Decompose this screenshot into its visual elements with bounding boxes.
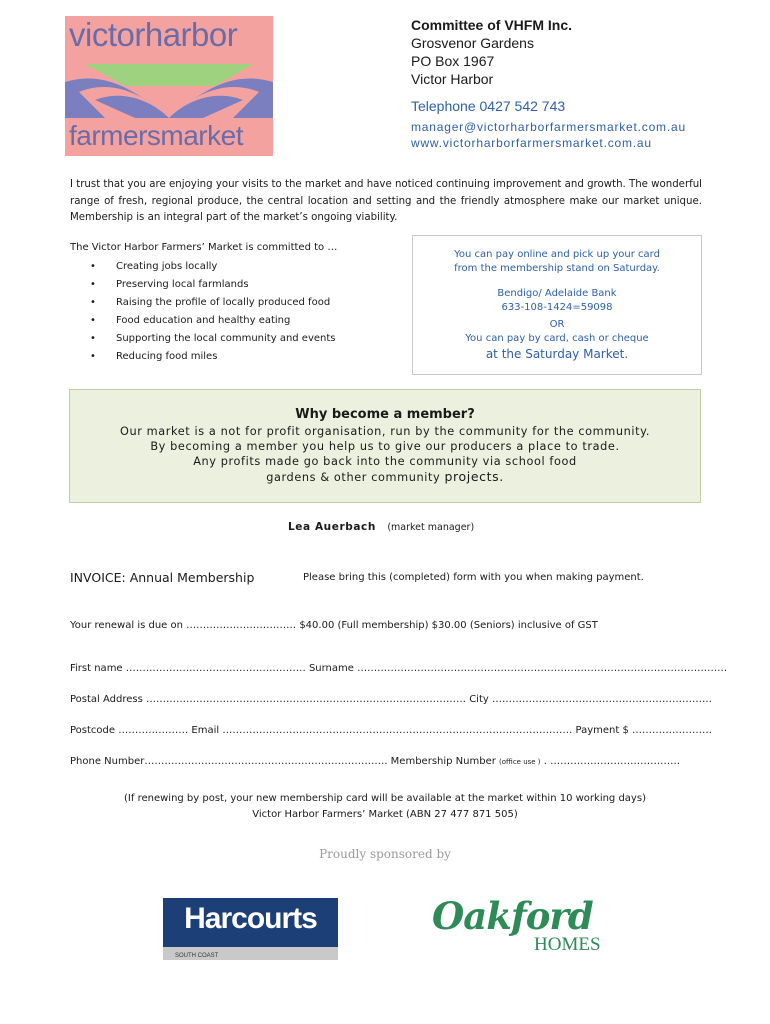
logo-text-top: victorharbor [69,16,238,53]
office-use-note: (office use ) [499,758,541,766]
organisation-name: Committee of VHFM Inc. [411,17,573,33]
harcourts-wordmark: Harcourts [184,902,317,935]
payment-card-line: You can pay by card, cash or cheque [465,333,649,344]
or-separator: OR [549,319,565,330]
bullet-icon: • [90,279,96,290]
telephone: Telephone 0427 542 743 [411,98,566,114]
renewal-due-field[interactable]: Your renewal is due on …………………………… $40.00 (Full membership) $30.00 (Seniors) inclusive of GST [70,620,598,631]
commitment-item: Creating jobs locally [116,261,218,272]
manager-signature [288,521,474,533]
bullet-icon: • [90,333,96,344]
payment-market-line: at the Saturday Market. [485,347,629,361]
list-item [90,348,336,366]
postal-address-fields[interactable]: Postal Address …………………………………………………………………………………… City ………………………………………………………… [70,694,712,705]
list-item [90,312,336,330]
commitment-heading: The Victor Harbor Farmers’ Market is committed to … [70,242,338,253]
oakford-wordmark: Oakford [432,894,593,938]
commitment-item: Preserving local farmlands [116,279,249,290]
phone-membership-fields[interactable] [70,756,680,767]
sponsor-heading: Proudly sponsored by [319,847,451,861]
why-line-1: Our market is a not for profit organisation, run by the community for the community. [119,425,651,438]
phone-field[interactable]: Phone Number………………………………………………………………. Membership Number [70,756,500,767]
email-link[interactable]: manager@victorharborfarmersmarket.com.au [411,120,686,134]
invoice-note: Please bring this (completed) form with you when making payment. [303,572,644,583]
commitment-item: Supporting the local community and events [116,333,336,344]
name-fields[interactable]: First name ……………………………………………… Surname ………………………………………………………………………………………………… [70,663,728,674]
why-member-box [69,389,701,503]
bullet-icon: • [90,261,96,272]
list-item [90,276,336,294]
list-item [90,294,336,312]
website-link[interactable]: www.victorharborfarmersmarket.com.au [411,136,652,150]
address-line-3: Victor Harbor [411,71,494,87]
logo-text-bottom: farmersmarket [69,120,243,151]
why-line-4-projects: projects. [444,469,504,484]
why-line-3: Any profits made go back into the community via school food [193,455,577,468]
intro-paragraph: I trust that you are enjoying your visits to the market and have noticed continuing improvement and growth. The wonderful range of fresh, regional produce, the central location and setting and the friendly atmosphere make our market unique. Membership is an integral part of the market’s ongoing viability. [70,179,703,223]
commitment-list [90,258,336,366]
address-line-1: Grosvenor Gardens [411,35,534,51]
postcode-email-payment-fields[interactable]: Postcode ………………… Email …………………………………………………………………………………………… Payment $ …………………… [70,725,712,736]
bank-name: Bendigo/ Adelaide Bank [497,288,617,299]
bullet-icon: • [90,351,96,362]
manager-role: (market manager) [387,522,475,533]
list-item [90,330,336,348]
why-title: Why become a member? [295,407,475,422]
victor-harbor-farmers-market-logo [65,16,273,156]
membership-number-field[interactable]: . ………………………………… [540,756,681,767]
address-line-2: PO Box 1967 [411,53,495,69]
organisation-address [411,16,751,151]
harcourts-logo [163,898,338,960]
why-line-2: By becoming a member you help us to give our producers a place to trade. [150,440,620,453]
renewal-post-note: (If renewing by post, your new membership card will be available at the market within 10 working days) [124,793,646,804]
logo-hills-graphic [65,56,273,120]
list-item [90,258,336,276]
manager-name: Lea Auerbach [288,521,376,533]
harcourts-region: SOUTH COAST [175,953,219,959]
why-line-4 [70,469,700,485]
commitment-item: Reducing food miles [116,351,218,362]
commitment-item: Raising the profile of locally produced food [116,297,331,308]
abn-note: Victor Harbor Farmers’ Market (ABN 27 477 871 505) [252,809,518,820]
payment-info-box [412,235,702,375]
bullet-icon: • [90,315,96,326]
bank-account: 633-108-1424=59098 [501,302,613,313]
oakford-homes-text: HOMES [534,934,601,955]
payment-stand-line: from the membership stand on Saturday. [454,263,660,274]
payment-online-line: You can pay online and pick up your card [454,249,660,260]
invoice-title: INVOICE: Annual Membership [70,570,255,585]
oakford-homes-logo [432,896,612,966]
why-line-4-text: gardens & other community [266,471,445,484]
bullet-icon: • [90,297,96,308]
commitment-item: Food education and healthy eating [116,315,291,326]
